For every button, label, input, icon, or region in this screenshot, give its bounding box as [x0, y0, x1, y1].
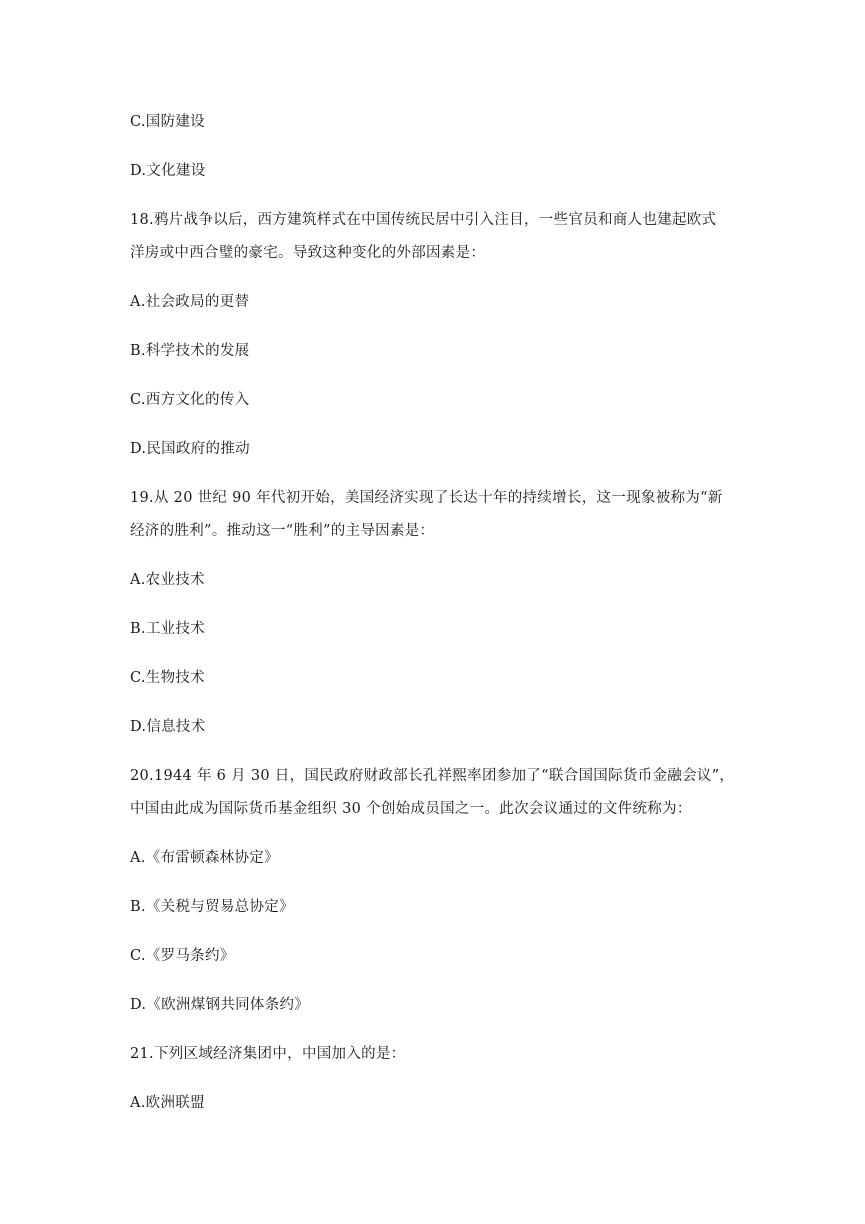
q17-option-d: D.文化建设: [130, 163, 206, 179]
q19-option-d: D.信息技术: [130, 719, 206, 735]
q18-option-b: B.科学技术的发展: [130, 343, 250, 359]
q20-option-d: D.《欧洲煤钢共同体条约》: [130, 997, 310, 1013]
q20-stem-line2: 中国由此成为国际货币基金组织 30 个创始成员国之一。此次会议通过的文件统称为：: [130, 801, 692, 817]
q18-stem-line2: 洋房或中西合璧的豪宅。导致这种变化的外部因素是：: [130, 245, 486, 261]
q19-option-b: B.工业技术: [130, 621, 206, 637]
q19-stem-line1: 19.从 20 世纪 90 年代初开始，美国经济实现了长达十年的持续增长，这一现象被称为“新: [130, 490, 723, 506]
q20-option-c: C.《罗马条约》: [130, 948, 235, 964]
q21-stem-line1: 21.下列区域经济集团中，中国加入的是：: [130, 1046, 406, 1062]
q19-option-a: A.农业技术: [130, 572, 205, 588]
q18-option-a: A.社会政局的更替: [130, 294, 250, 310]
q19-option-c: C.生物技术: [130, 670, 205, 686]
q18-stem-line1: 18.鸦片战争以后，西方建筑样式在中国传统民居中引入注目，一些官员和商人也建起欧式: [130, 212, 717, 228]
q18-option-d: D.民国政府的推动: [130, 441, 250, 457]
q19-stem-line2: 经济的胜利”。推动这一“胜利”的主导因素是：: [130, 523, 435, 539]
q20-option-b: B.《关税与贸易总协定》: [130, 899, 294, 915]
q20-option-a: A.《布雷顿森林协定》: [130, 850, 279, 866]
q21-option-a: A.欧洲联盟: [130, 1095, 205, 1111]
q20-stem-line1: 20.1944 年 6 月 30 日，国民政府财政部长孔祥熙率团参加了“联合国国际货币金融会议”，: [130, 768, 735, 784]
q18-option-c: C.西方文化的传入: [130, 392, 250, 408]
q17-option-c: C.国防建设: [130, 114, 205, 130]
